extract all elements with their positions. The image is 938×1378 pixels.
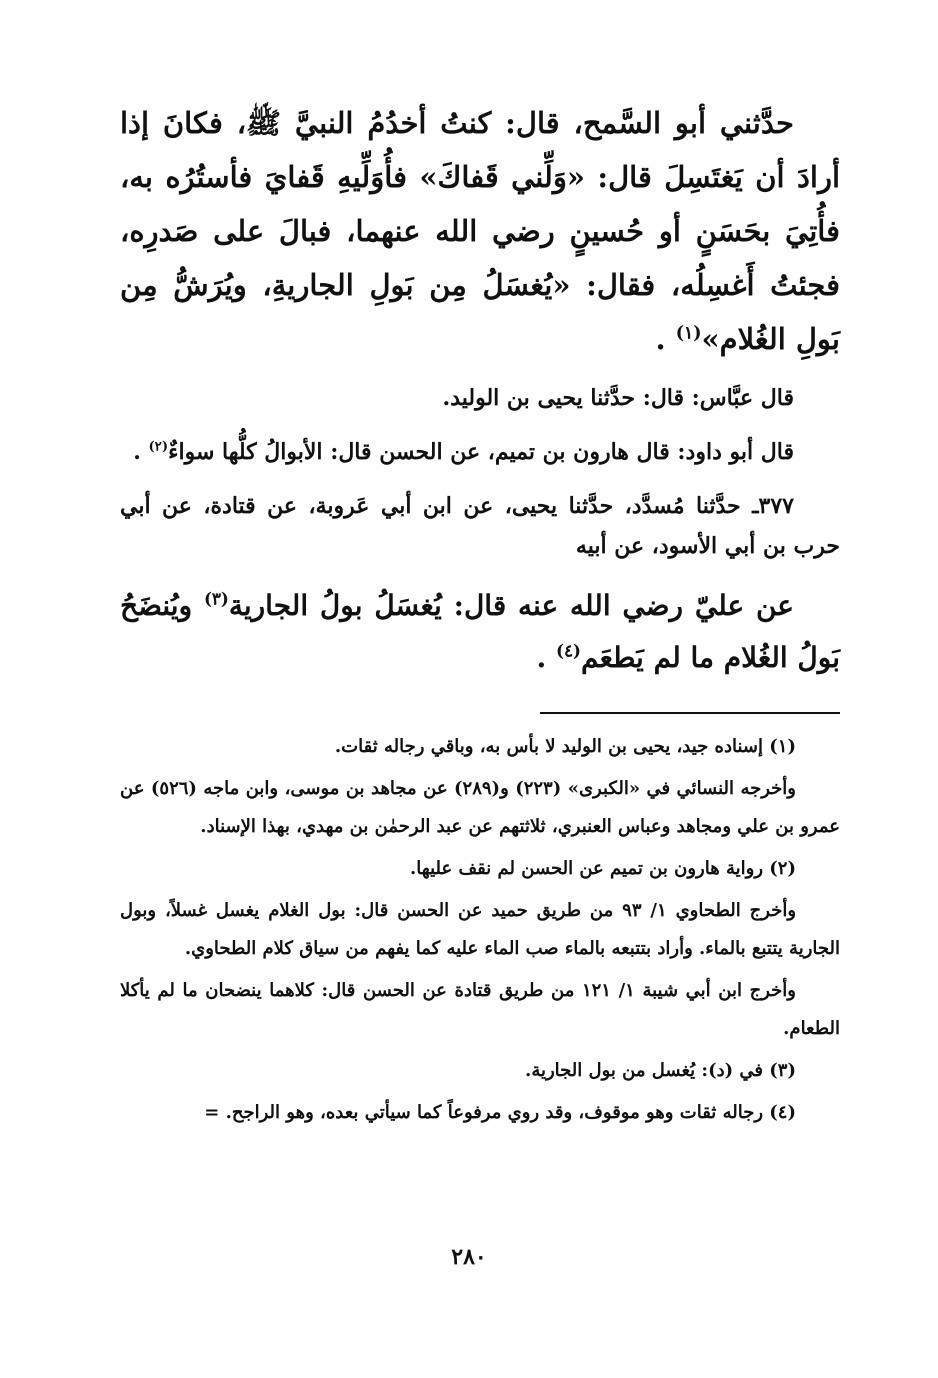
footnote-ref-1[interactable]: (١) bbox=[675, 323, 702, 344]
footnote-ref-2[interactable]: (٢) bbox=[148, 439, 169, 455]
footnote-ref-3[interactable]: (٣) bbox=[203, 588, 229, 609]
abbas-paragraph: قال عبَّاس: قال: حدَّثنا يحيى بن الوليد. bbox=[442, 385, 794, 411]
footnote-3: (٣) في (د): يُغسل من بول الجارية. bbox=[525, 1060, 796, 1081]
period: . bbox=[655, 322, 666, 356]
footnotes bbox=[120, 728, 840, 1136]
footnote-2-continuation-b: وأخرج ابن أبي شيبة ١/ ١٢١ من طريق قتادة عن الحسن قال: كلاهما ينضحان ما لم يأكلا الطعام. bbox=[120, 980, 840, 1039]
period: . bbox=[133, 439, 141, 465]
hadith-paragraph bbox=[120, 96, 840, 366]
ali-text-b: ويُنضَحُ بَولُ الغُلام ما لم يَطعَم bbox=[120, 589, 840, 674]
footnote-4: (٤) رجاله ثقات وهو موقوف، وقد روي مرفوعاً كما سيأتي بعده، وهو الراجح. = bbox=[204, 1102, 796, 1123]
abu-dawud-paragraph bbox=[120, 432, 840, 472]
footnote-2-continuation: وأخرج الطحاوي ١/ ٩٣ من طريق حميد عن الحسن قال: بول الغلام يغسل غسلاً، وبول الجارية يتتبع بالماء. وأراد بتتبعه بالماء صب الماء عليه كما يفهم من سياق كلام الطحاوي. bbox=[120, 900, 840, 959]
abu-dawud-text: قال أبو داود: قال هارون بن تميم، عن الحسن قال: الأبوالُ كلُّها سواءٌ bbox=[168, 439, 794, 465]
period: . bbox=[536, 641, 547, 674]
footnote-1-continuation: وأخرجه النسائي في «الكبرى» (٢٢٣) و(٢٨٩) عن مجاهد بن موسى، وابن ماجه (٥٢٦) عن عمرو بن علي ومجاهد وعباس العنبري، ثلاثتهم عن عبد الرحمٰن بن مهدي، بهذا الإسناد. bbox=[120, 778, 840, 837]
page-number: ٢٨٠ bbox=[451, 1244, 487, 1270]
main-text bbox=[120, 96, 840, 698]
ali-text-a: عن عليّ رضي الله عنه قال: يُغسَلُ بولُ الجارية bbox=[228, 589, 794, 622]
hadith-text: حدَّثني أبو السَّمح، قال: كنتُ أخدُمُ النبيَّ ﷺ، فكانَ إذا أرادَ أن يَغتَسِلَ قال: «وَلِّني قَفاكَ» فأُوَلِّيهِ قَفايَ فأستُرُه به، فأُتِيَ بحَسَنٍ أو حُسينٍ رضي الله عنهما، فبالَ على صَدرِه، فجئتُ أَغسِلُه، فقال: «يُغسَلُ مِن بَولِ الجاريةِ، ويُرَشُّ مِن بَولِ الغُلام» bbox=[120, 106, 840, 356]
footnote-1: (١) إسناده جيد، يحيى بن الوليد لا بأس به، وباقي رجاله ثقات. bbox=[334, 736, 796, 757]
footnote-2: (٢) رواية هارون بن تميم عن الحسن لم نقف عليها. bbox=[410, 858, 796, 879]
ali-paragraph bbox=[120, 580, 840, 684]
footnote-ref-4[interactable]: (٤) bbox=[556, 640, 581, 661]
isnad-paragraph: ٣٧٧ـ حدَّثنا مُسدَّد، حدَّثنا يحيى، عن ابن أبي عَروبة، عن قتادة، عن أبي حرب بن أبي الأسود، عن أبيه bbox=[120, 493, 840, 559]
footnote-divider bbox=[540, 712, 840, 714]
